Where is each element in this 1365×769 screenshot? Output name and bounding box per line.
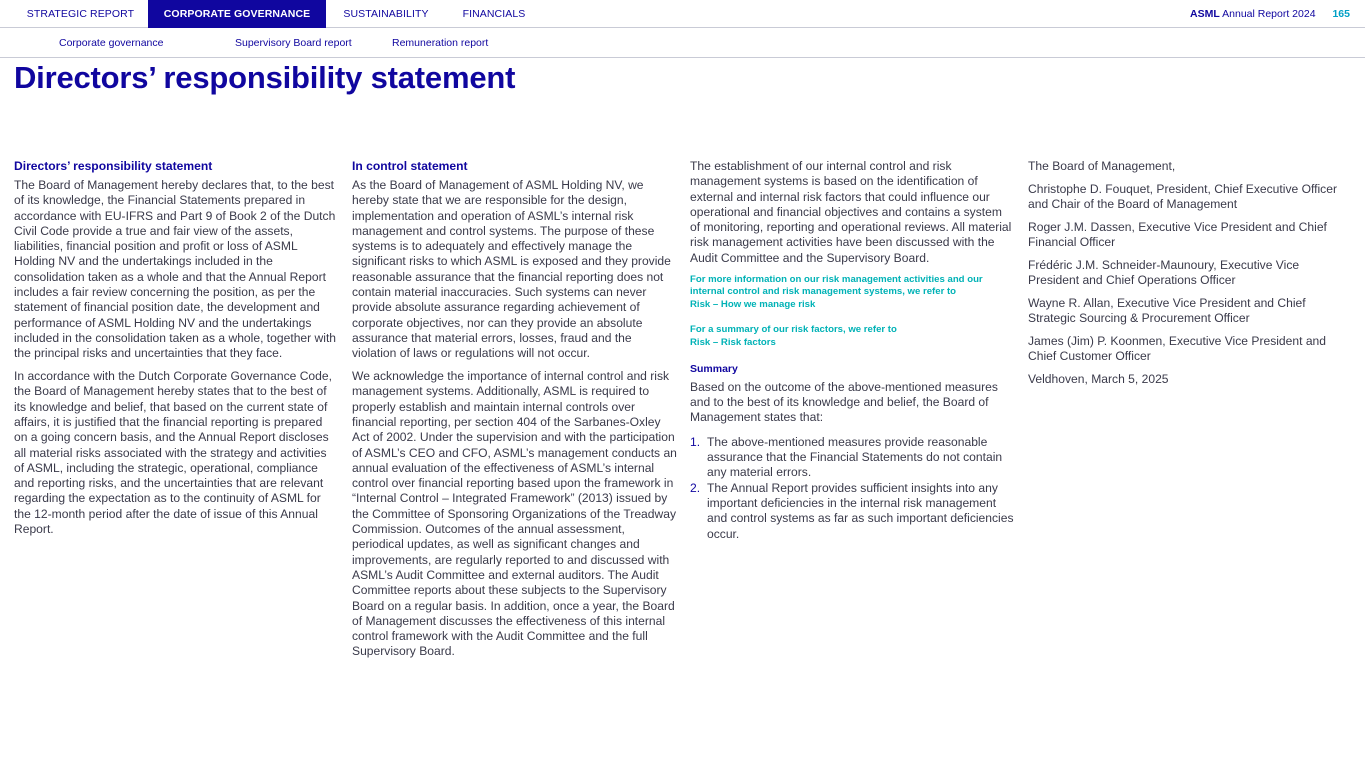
signatory: Frédéric J.M. Schneider-Maunoury, Executive Vice President and Chief Operations Officer <box>1028 257 1300 288</box>
subnav-supervisory-board-report[interactable]: Supervisory Board report <box>235 37 352 49</box>
column-risk-and-summary <box>690 159 1015 542</box>
report-name: Annual Report 2024 <box>1222 8 1316 20</box>
list-number: 2. <box>690 480 701 495</box>
subnav-remuneration-report[interactable]: Remuneration report <box>392 37 489 49</box>
tab-strategic-report[interactable]: STRATEGIC REPORT <box>26 8 135 20</box>
paragraph: The Board of Management hereby declares that, to the best of its knowledge, the Financial Statements prepared in accordance with EU-IFRS and Part 9 of Book 2 of the Dutch Civil Code provide a true and fair view of the assets, liabilities, financial position and profit or loss of ASML Holding NV and the undertakings included in the consolidation taken as a whole and that the Annual Report includes a fair review concerning the position, as per the statement of financial position date, the development and performance of ASML Holding NV and the undertakings included in the consolidation taken as a whole, together with the principal risks and uncertainties that they face. <box>14 178 337 361</box>
tab-corporate-governance[interactable]: CORPORATE GOVERNANCE <box>148 0 326 28</box>
report-branding <box>1190 0 1350 28</box>
list-number: 1. <box>690 434 701 449</box>
page-number: 165 <box>1332 8 1350 20</box>
list-item <box>690 481 1015 542</box>
column-in-control-statement <box>352 159 677 667</box>
paragraph: The establishment of our internal control and risk management systems is based on the identification of external and internal risk factors that could influence our operational and financial objectives and contains a system of monitoring, reporting and operational reviews. All material risk management activities have been discussed with the Audit Committee and the Supervisory Board. <box>690 159 1012 265</box>
section-subnavigation <box>0 28 1365 58</box>
summary-intro: Based on the outcome of the above-mentioned measures and to the best of its knowledge and belief, the Board of Management states that: <box>690 379 998 425</box>
signature-intro: The Board of Management, <box>1028 159 1176 173</box>
list-item-text: The Annual Report provides sufficient insights into any important deficiencies in the internal risk management and control systems as far as such important deficiencies occur. <box>707 480 1014 541</box>
company-name: ASML <box>1190 8 1220 20</box>
tab-financials[interactable]: FINANCIALS <box>462 8 526 20</box>
link-risk-how-we-manage-risk[interactable]: Risk – How we manage risk <box>690 299 816 311</box>
signatory: Wayne R. Allan, Executive Vice President and Chief Strategic Sourcing & Procurement Officer <box>1028 296 1306 326</box>
summary-list <box>690 435 1015 542</box>
signatory: Roger J.M. Dassen, Executive Vice President and Chief Financial Officer <box>1028 219 1327 250</box>
list-item-text: The above-mentioned measures provide reasonable assurance that the Financial Statements do not contain any material errors. <box>707 434 1003 480</box>
paragraph: We acknowledge the importance of internal control and risk management systems. Additionally, ASML is required to properly establish and maintain internal controls over financial reporting, per section 404 of the Sarbanes-Oxley Act of 2002. Under the supervision and with the participation of ASML’s CEO and CFO, ASML’s management conducts an annual evaluation of the effectiveness of ASML’s internal control over financial reporting based upon the framework in “Internal Control – Integrated Framework” (2013) issued by the Committee of Sponsoring Organizations of the Treadway Commission. Outcomes of the annual assessment, periodical updates, as well as significant changes and improvements, are regularly reported to and discussed with ASML’s Audit Committee and external auditors. The Audit Committee reports about these subjects to the Supervisory Board on a regular basis. In addition, once a year, the Board of Management discusses the effectiveness of this internal control framework with the Audit Committee and the full Supervisory Board. <box>352 369 677 659</box>
section-heading: Directors’ responsibility statement <box>14 159 213 173</box>
tab-sustainability[interactable]: SUSTAINABILITY <box>343 8 429 20</box>
subnav-corporate-governance[interactable]: Corporate governance <box>59 37 164 49</box>
summary-heading: Summary <box>690 362 738 375</box>
paragraph: As the Board of Management of ASML Holding NV, we hereby state that we are responsible for the design, implementation and operation of ASML’s internal risk management and control systems. The purpose of these systems is to adequately and effectively manage the significant risks to which ASML is exposed and they provide reasonable assurance that the financial reporting does not contain material inaccuracies. Such systems can never provide absolute assurance regarding achievement of corporate objectives, nor can they provide an absolute assurance that material errors, losses, fraud and the violation of laws or regulations will not occur. <box>352 178 671 361</box>
reference-note-risk-management <box>690 274 1015 312</box>
top-navigation <box>0 0 1365 28</box>
link-risk-factors[interactable]: Risk – Risk factors <box>690 336 776 348</box>
paragraph: In accordance with the Dutch Corporate Governance Code, the Board of Management hereby states that to the best of its knowledge and belief, that based on the current state of affairs, it is justified that the financial reporting is prepared on a going concern basis, and the Annual Report discloses all material risks associated with the strategy and activities of ASML, including the strategic, operational, compliance and reporting risks, and the uncertainties that are relevant regarding the expectation as to the continuity of ASML for the 12-month period after the date of issue of this Annual Report. <box>14 369 332 537</box>
signatory: James (Jim) P. Koonmen, Executive Vice President and Chief Customer Officer <box>1028 334 1327 364</box>
column-directors-responsibility <box>14 159 339 545</box>
list-item <box>690 435 1015 481</box>
signatory: Christophe D. Fouquet, President, Chief Executive Officer and Chair of the Board of Management <box>1028 181 1337 212</box>
reference-text: For more information on our risk management activities and our internal control and risk management systems, we refer to <box>690 273 983 298</box>
section-heading: In control statement <box>352 159 468 173</box>
place-and-date: Veldhoven, March 5, 2025 <box>1028 372 1169 387</box>
page-title: Directors’ responsibility statement <box>14 60 516 95</box>
column-signatories <box>1028 159 1350 395</box>
reference-text: For a summary of our risk factors, we refer to <box>690 323 897 335</box>
reference-note-risk-factors <box>690 324 1015 350</box>
